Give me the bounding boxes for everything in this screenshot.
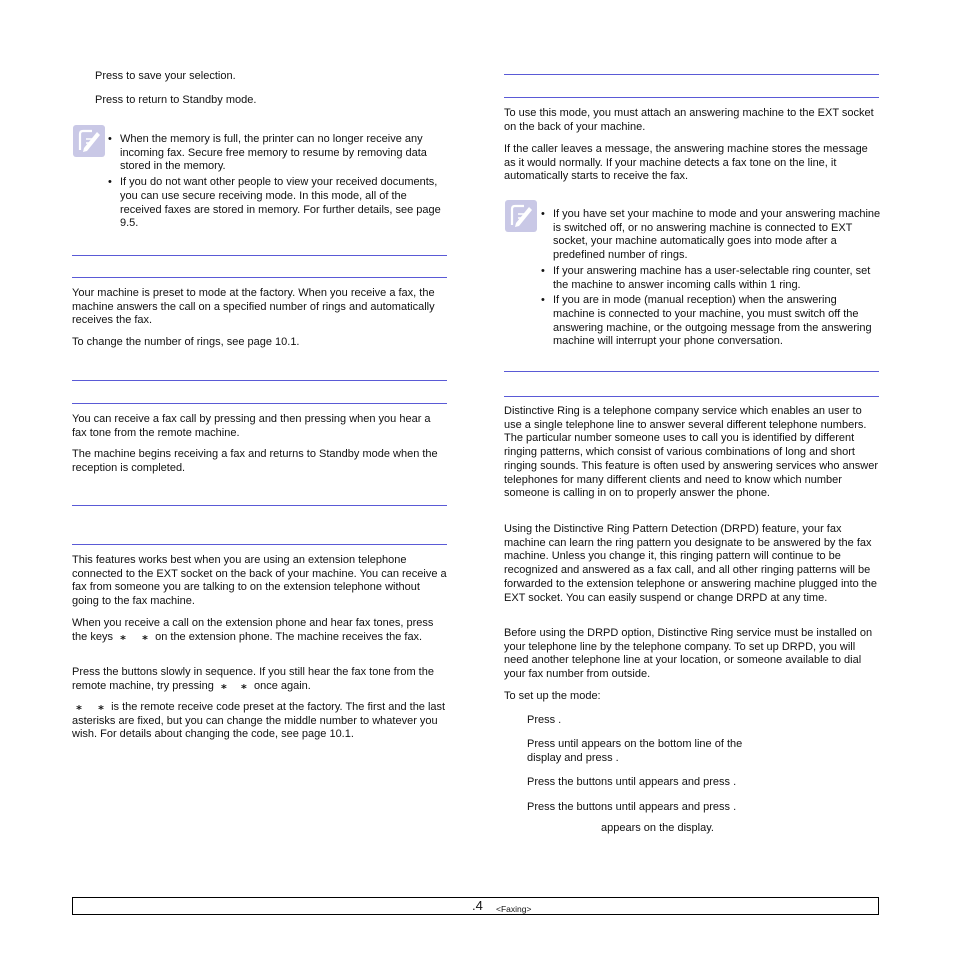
note-icon — [504, 199, 538, 233]
section-rule — [504, 371, 879, 372]
slow-press-paragraph — [72, 666, 447, 693]
asterisk-icon: ⁎ — [142, 630, 148, 643]
text-run: is the remote receive code preset at the factory. The first and the last asterisks are fixed, but you can change the middle number to whatever you wish. For details about changing the code, see page 10.1. — [72, 701, 446, 741]
drpd-before-paragraph: Before using the DRPD option, Distinctive Ring service must be installed on your telephone line by the telephone company. To set up DRPD, you will need another telephone line at your location, or someone available to dial your fax number from outside. — [504, 627, 873, 681]
note-item: • If you have set your machine to mode and your answering machine is switched off, or no answering machine is connected to EXT socket, your machine automatically goes into mode after a predefined number of rings. — [541, 208, 881, 263]
drpd-step-2-cont: display and press . — [527, 752, 619, 764]
extension-keys-paragraph — [72, 617, 447, 644]
fax-mode-paragraph: Your machine is preset to mode at the factory. When you receive a fax, the machine answers the call on a specified number of rings and automatically receives the fax. — [72, 287, 435, 327]
note-item: • If you are in mode (manual reception) when the answering machine is connected to your machine, you must switch off the answering machine, or the outgoing message from the answering machine will interrupt your phone conversation. — [541, 294, 881, 349]
drpd-step-4-display: appears on the display. — [601, 822, 714, 834]
asterisk-icon: ⁎ — [221, 679, 227, 692]
section-rule — [72, 403, 447, 404]
text-run: Press the buttons slowly in sequence. If you still hear the fax tone from the remote machine, try pressing — [72, 666, 434, 692]
drpd-step-2: Press until appears on the bottom line of the — [527, 738, 743, 750]
page-number: .4 — [472, 898, 483, 913]
drpd-step-1: Press . — [527, 714, 562, 726]
drpd-step-4: Press the buttons until appears and press . — [527, 801, 737, 813]
extension-paragraph: This features works best when you are using an extension telephone connected to the EXT socket on the back of your machine. You can receive a fax from someone you are talking to on the extension telephone without going to the fax machine. — [72, 554, 447, 608]
asterisk-icon: ⁎ — [241, 679, 247, 692]
note-item: • If your answering machine has a user-selectable ring counter, set the machine to answer incoming calls within 1 ring. — [541, 265, 881, 292]
answering-machine-paragraph: To use this mode, you must attach an answering machine to the EXT socket on the back of your machine. — [504, 107, 874, 133]
asterisk-icon: ⁎ — [76, 701, 82, 713]
step-save-selection: Press to save your selection. — [95, 70, 236, 82]
section-rule — [72, 544, 447, 545]
note-item: • If you do not want other people to view your received documents, you can use secure receiving mode. In this mode, all of the received faxes are stored in memory. For further details, see page 9.5. — [108, 176, 448, 231]
section-rule — [72, 255, 447, 256]
section-rule — [72, 277, 447, 278]
section-rule — [504, 396, 879, 397]
answering-machine-note — [541, 208, 881, 351]
step-return-standby: Press to return to Standby mode. — [95, 94, 257, 106]
reception-complete-paragraph: The machine begins receiving a fax and returns to Standby mode when the reception is completed. — [72, 448, 438, 474]
remote-code-paragraph — [72, 701, 447, 742]
section-rule — [504, 74, 879, 75]
drpd-feature-paragraph: Using the Distinctive Ring Pattern Detection (DRPD) feature, your fax machine can learn the ring pattern you designate to be answered by the fax machine. Unless you change it, this ringing pattern will continue to be recognized and answered as a fax call, and all other ringing patterns will be forwarded to the extension telephone or answering machine plugged into the EXT socket. You can easily suspend or change DRPD at any time. — [504, 523, 878, 604]
asterisk-icon: ⁎ — [98, 701, 104, 713]
chapter-label: <Faxing> — [496, 904, 532, 914]
text-run: on the extension phone. The machine receives the fax. — [155, 630, 423, 643]
text-run: once again. — [253, 679, 311, 692]
memory-note — [108, 133, 448, 233]
rings-paragraph: To change the number of rings, see page 10.1. — [72, 336, 300, 348]
asterisk-icon: ⁎ — [120, 630, 126, 643]
note-item: • When the memory is full, the printer can no longer receive any incoming fax. Secure free memory to resume by removing data stored in the memory. — [108, 133, 448, 174]
text-run: When you receive a call on the extension phone and hear fax tones, press the keys — [72, 617, 434, 643]
section-rule — [72, 505, 447, 506]
distinctive-ring-paragraph: Distinctive Ring is a telephone company service which enables an user to use a single telephone line to answer several different telephone numbers. The particular number someone uses to call you is identified by different ringing patterns, which consist of various combinations of long and short ringing sounds. This feature is often used by answering services who answer telephones for many different clients and need to know which number someone is calling in on to properly answer the phone. — [504, 405, 878, 500]
note-icon — [72, 124, 106, 158]
caller-message-paragraph: If the caller leaves a message, the answering machine stores the message as it would normally. If your machine detects a fax tone on the line, it automatically starts to receive the fax. — [504, 143, 868, 183]
manual-receive-paragraph: You can receive a fax call by pressing and then pressing when you hear a fax tone from the remote machine. — [72, 413, 431, 439]
drpd-setup-intro: To set up the mode: — [504, 690, 601, 702]
drpd-step-3: Press the buttons until appears and press . — [527, 776, 737, 788]
section-rule — [504, 97, 879, 98]
section-rule — [72, 380, 447, 381]
